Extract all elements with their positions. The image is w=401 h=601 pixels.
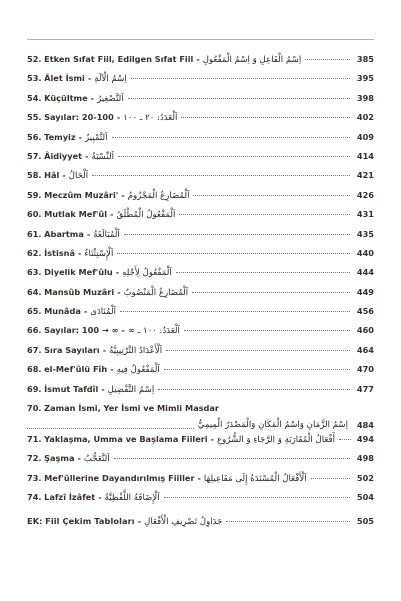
entry-arabic: اَلْمَفْعُولُ الْمُطْلَقُ [116, 210, 176, 221]
entry-title: Sıra Sayıları [44, 344, 100, 355]
entry-title: Fiil Çekim Tabloları [45, 515, 135, 526]
toc-entry-52[interactable]: 52. Etken Sıfat Fiil, Edilgen Sıfat Fiil - اِسْمُ الْفَاعِلِ وَ اِسْمُ الْمَفْعُولِ 385 [27, 54, 374, 65]
toc-entry-72[interactable]: 72. Şaşma - اَلتَّعَجُّبُ 498 [27, 453, 374, 465]
entry-arabic: اَلْعَدَدُ: ١٠٠ ـ ∞ [127, 326, 180, 337]
entry-number: 71. [27, 434, 42, 445]
entry-title: İstisnâ [44, 247, 75, 258]
leader-dots [124, 234, 350, 235]
entry-title: Küçültme [44, 92, 88, 103]
leader-dots [181, 117, 350, 118]
entry-page: 477 [356, 383, 374, 394]
entry-page: 385 [356, 54, 374, 64]
entry-arabic: اَلْحَالُ [68, 171, 89, 182]
toc-entry-71[interactable]: 71. Yaklaşma, Umma ve Başlama Fiileri - أَفْعَالُ الْمُقَارَبَةِ وَ الرَّجَاءِ وَ الشُّرُوعِ 494 [27, 434, 374, 446]
entry-arabic: اِسْمُ الْآلَةِ [94, 74, 127, 85]
leader-dots [192, 292, 350, 293]
entry-title: Âidiyyet [44, 150, 83, 161]
entry-title: Mef'ûllerine Dayandırılmış Fiiller [44, 472, 195, 483]
entry-title: Yaklaşma, Umma ve Başlama Fiileri [44, 434, 208, 445]
entry-title: Âlet İsmi [44, 73, 85, 84]
toc-entry-74[interactable]: 74. Lafzî İzâfet - اَلْإِضَافَةُ اللَّفْظِيَّةُ 504 [27, 492, 374, 504]
toc-entry-57[interactable]: 57. Âidiyyet - اَلنِّسْبَةُ 414 [27, 150, 374, 162]
entry-page: 395 [356, 73, 374, 84]
entry-page: 504 [356, 492, 374, 503]
entry-number: 67. [27, 344, 42, 355]
entry-title: Mansûb Muzâri [44, 286, 115, 297]
toc-entry-56[interactable]: 56. Temyiz - اَلتَّمْيِيزُ 409 [27, 131, 374, 143]
entry-number: 72. [27, 453, 42, 464]
leader-dots [114, 458, 350, 459]
entry-title: Abartma [44, 228, 84, 239]
entry-arabic: اَلْأَفْعَالُ الْمُسْنَدَةُ إِلَى مَفَاعِيلِهَا [203, 473, 307, 484]
entry-arabic: جَدَاوِلُ تَصْرِيفِ الْأَفْعَالِ [144, 516, 223, 527]
entry-number: 58. [27, 170, 42, 181]
entry-arabic: اَلْمَفْعُولُ لِأَجْلِهِ [122, 268, 172, 279]
entry-title: Etken Sıfat Fiil, Edilgen Sıfat Fiil [44, 54, 194, 64]
entry-title: Meczûm Muzâri' [44, 189, 119, 200]
toc-entry-53[interactable]: 53. Âlet İsmi - اِسْمُ الْآلَةِ 395 [27, 73, 374, 85]
entry-number: 60. [27, 209, 42, 220]
entry-number: 54. [27, 92, 42, 103]
entry-number: 56. [27, 131, 42, 142]
entry-arabic: اَلنِّسْبَةُ [91, 151, 114, 162]
table-of-contents [27, 53, 374, 534]
entry-arabic: اَلْعَدَدُ: ٢٠ ـ ١٠٠ [123, 113, 178, 124]
toc-entry-63[interactable]: 63. Diyelik Mef'ûlu - اَلْمَفْعُولُ لِأَجْلِهِ 444 [27, 267, 374, 279]
leader-dots [131, 78, 350, 79]
leader-dots [311, 478, 350, 479]
entry-title: Sayılar: 100 → ∞ [44, 325, 119, 336]
entry-title: Munâda [44, 306, 81, 317]
leader-dots [118, 156, 350, 157]
entry-page: 470 [356, 364, 374, 375]
toc-entry-73[interactable]: 73. Mef'ûllerine Dayandırılmış Fiiller - اَلْأَفْعَالُ الْمُسْنَدَةُ إِلَى مَفَاعِيلِهَا 502 [27, 472, 374, 484]
entry-page: 421 [356, 170, 374, 181]
entry-number: 53. [27, 73, 42, 84]
entry-title: Hâl [44, 170, 60, 181]
entry-page: 502 [356, 472, 374, 483]
entry-page: 435 [356, 228, 374, 239]
entry-title: Şaşma [44, 453, 75, 464]
entry-number: 66. [27, 325, 42, 336]
entry-title: Mutlak Mef'ûl [44, 209, 108, 220]
leader-dots [176, 272, 350, 273]
entry-page: 414 [356, 150, 374, 161]
leader-dots [339, 439, 351, 440]
leader-dots [164, 369, 350, 370]
leader-dots [92, 175, 350, 176]
entry-arabic: اِسْمُ الزَّمَانِ وَاسْمُ الْمَكَانِ وَالْمَصْدَرُ الْمِيمِيُّ [197, 420, 348, 431]
toc-entry-65[interactable]: 65. Munâda - اَلْمُنَادَى 456 [27, 306, 374, 318]
entry-title: Diyelik Mef'ûlu [44, 267, 113, 278]
entry-page: 409 [356, 131, 374, 142]
leader-dots [179, 214, 350, 215]
entry-title: Lafzî İzâfet [44, 492, 96, 503]
entry-arabic: اِسْمُ التَّفْضِيلِ [107, 384, 155, 395]
entry-arabic: اِسْمُ الْفَاعِلِ وَ اِسْمُ الْمَفْعُولِ [202, 55, 302, 65]
entry-number: 61. [27, 228, 42, 239]
leader-dots [27, 417, 194, 429]
entry-arabic: اَلتَّعَجُّبُ [83, 454, 110, 465]
entry-page: 426 [356, 189, 374, 200]
entry-number: 69. [27, 383, 42, 394]
top-divider [27, 39, 374, 40]
entry-title: Sayılar: 20-100 [44, 112, 114, 123]
entry-page: 505 [356, 515, 374, 526]
entry-arabic: أَفْعَالُ الْمُقَارَبَةِ وَ الرَّجَاءِ وَ الشُّرُوعِ [217, 435, 335, 446]
entry-page: 456 [356, 306, 374, 317]
toc-entry-60[interactable]: 60. Mutlak Mef'ûl - اَلْمَفْعُولُ الْمُطْلَقُ 431 [27, 209, 374, 221]
entry-page: 460 [356, 325, 374, 336]
leader-dots [166, 350, 350, 351]
toc-entry-69[interactable]: 69. İsmut Tafdîl - اِسْمُ التَّفْضِيلِ 477 [27, 383, 374, 395]
entry-arabic: اَلتَّمْيِيزُ [85, 132, 108, 143]
toc-entry-58[interactable]: 58. Hâl - اَلْحَالُ 421 [27, 170, 374, 182]
leader-dots [193, 195, 350, 196]
toc-entry-70[interactable] [27, 402, 374, 433]
entry-number: 55. [27, 112, 42, 123]
toc-entry-66[interactable]: 66. Sayılar: 100 → ∞ - اَلْعَدَدُ: ١٠٠ ـ ∞ 460 [27, 325, 374, 337]
toc-entry-64[interactable]: 64. Mansûb Muzâri - اَلْمُضَارِعُ الْمَنْصُوبُ 449 [27, 286, 374, 298]
entry-arabic: اَلْمُضَارِعُ الْمَنْصُوبُ [123, 287, 189, 298]
entry-page: 464 [356, 344, 374, 355]
entry-number: 59. [27, 189, 42, 200]
leader-dots [226, 521, 350, 522]
entry-arabic: اَلْإِضَافَةُ اللَّفْظِيَّةُ [104, 493, 160, 504]
leader-dots [128, 98, 350, 99]
entry-page: 484 [356, 420, 374, 431]
leader-dots [158, 389, 350, 390]
entry-title: el-Mef'ûlü Fîh [44, 364, 108, 375]
leader-dots [164, 497, 350, 498]
leader-dots [112, 137, 350, 138]
entry-number: 74. [27, 492, 42, 503]
toc-entry-55[interactable]: 55. Sayılar: 20-100 - اَلْعَدَدُ: ٢٠ ـ ١٠٠ 402 [27, 112, 374, 124]
entry-page: 402 [356, 112, 374, 123]
entry-page: 498 [356, 453, 374, 464]
entry-page: 398 [356, 92, 374, 103]
leader-dots [120, 311, 350, 312]
entry-title: Temyiz [44, 131, 76, 142]
leader-dots [305, 59, 350, 60]
toc-entry-54[interactable]: 54. Küçültme - اَلتَّصْغِيرُ 398 [27, 92, 374, 104]
entry-arabic: اَلتَّصْغِيرُ [97, 93, 124, 104]
toc-entry-appendix[interactable]: EK: Fiil Çekim Tabloları - جَدَاوِلُ تَصْرِيفِ الْأَفْعَالِ 505 [27, 515, 374, 527]
entry-page: 431 [356, 209, 374, 220]
leader-dots [117, 253, 350, 254]
entry-title: Zaman İsmi, Yer İsmi ve Mimli Masdar [44, 403, 219, 414]
entry-arabic: اَلْإِسْتِثْنَاءُ [84, 248, 114, 259]
entry-title: İsmut Tafdîl [44, 383, 99, 394]
toc-entry-59[interactable]: 59. Meczûm Muzâri' - اَلْمُضَارِعُ الْمَجْزُومُ 426 [27, 189, 374, 201]
toc-entry-62[interactable]: 62. İstisnâ - اَلْإِسْتِثْنَاءُ 440 [27, 247, 374, 259]
leader-dots [184, 330, 350, 331]
entry-page: 494 [356, 434, 374, 445]
entry-arabic: اَلْمُضَارِعُ الْمَجْزُومُ [127, 190, 190, 201]
entry-number: 62. [27, 247, 42, 258]
entry-page: 449 [356, 286, 374, 297]
entry-arabic: اَلْمَفْعُولُ فِيهِ [116, 365, 160, 376]
entry-number: 57. [27, 150, 42, 161]
entry-number: 64. [27, 286, 42, 297]
entry-number: 52. [27, 54, 42, 64]
entry-number: 70. [27, 403, 42, 414]
toc-entry-61[interactable]: 61. Abartma - اَلْمُبَالَغَةُ 435 [27, 228, 374, 240]
entry-number: EK: [27, 515, 43, 526]
entry-number: 68. [27, 364, 42, 375]
entry-number: 65. [27, 306, 42, 317]
entry-page: 440 [356, 247, 374, 258]
entry-page: 444 [356, 267, 374, 278]
entry-number: 63. [27, 267, 42, 278]
entry-arabic: اَلْأَعْدَادُ التَّرْتِيبِيَّةُ [109, 345, 163, 356]
entry-arabic: اَلْمُبَالَغَةُ [93, 229, 120, 240]
toc-entry-67[interactable]: 67. Sıra Sayıları - اَلْأَعْدَادُ التَّرْتِيبِيَّةُ 464 [27, 344, 374, 356]
entry-number: 73. [27, 472, 42, 483]
toc-entry-68[interactable]: 68. el-Mef'ûlü Fîh - اَلْمَفْعُولُ فِيهِ 470 [27, 364, 374, 376]
entry-arabic: اَلْمُنَادَى [90, 307, 116, 318]
